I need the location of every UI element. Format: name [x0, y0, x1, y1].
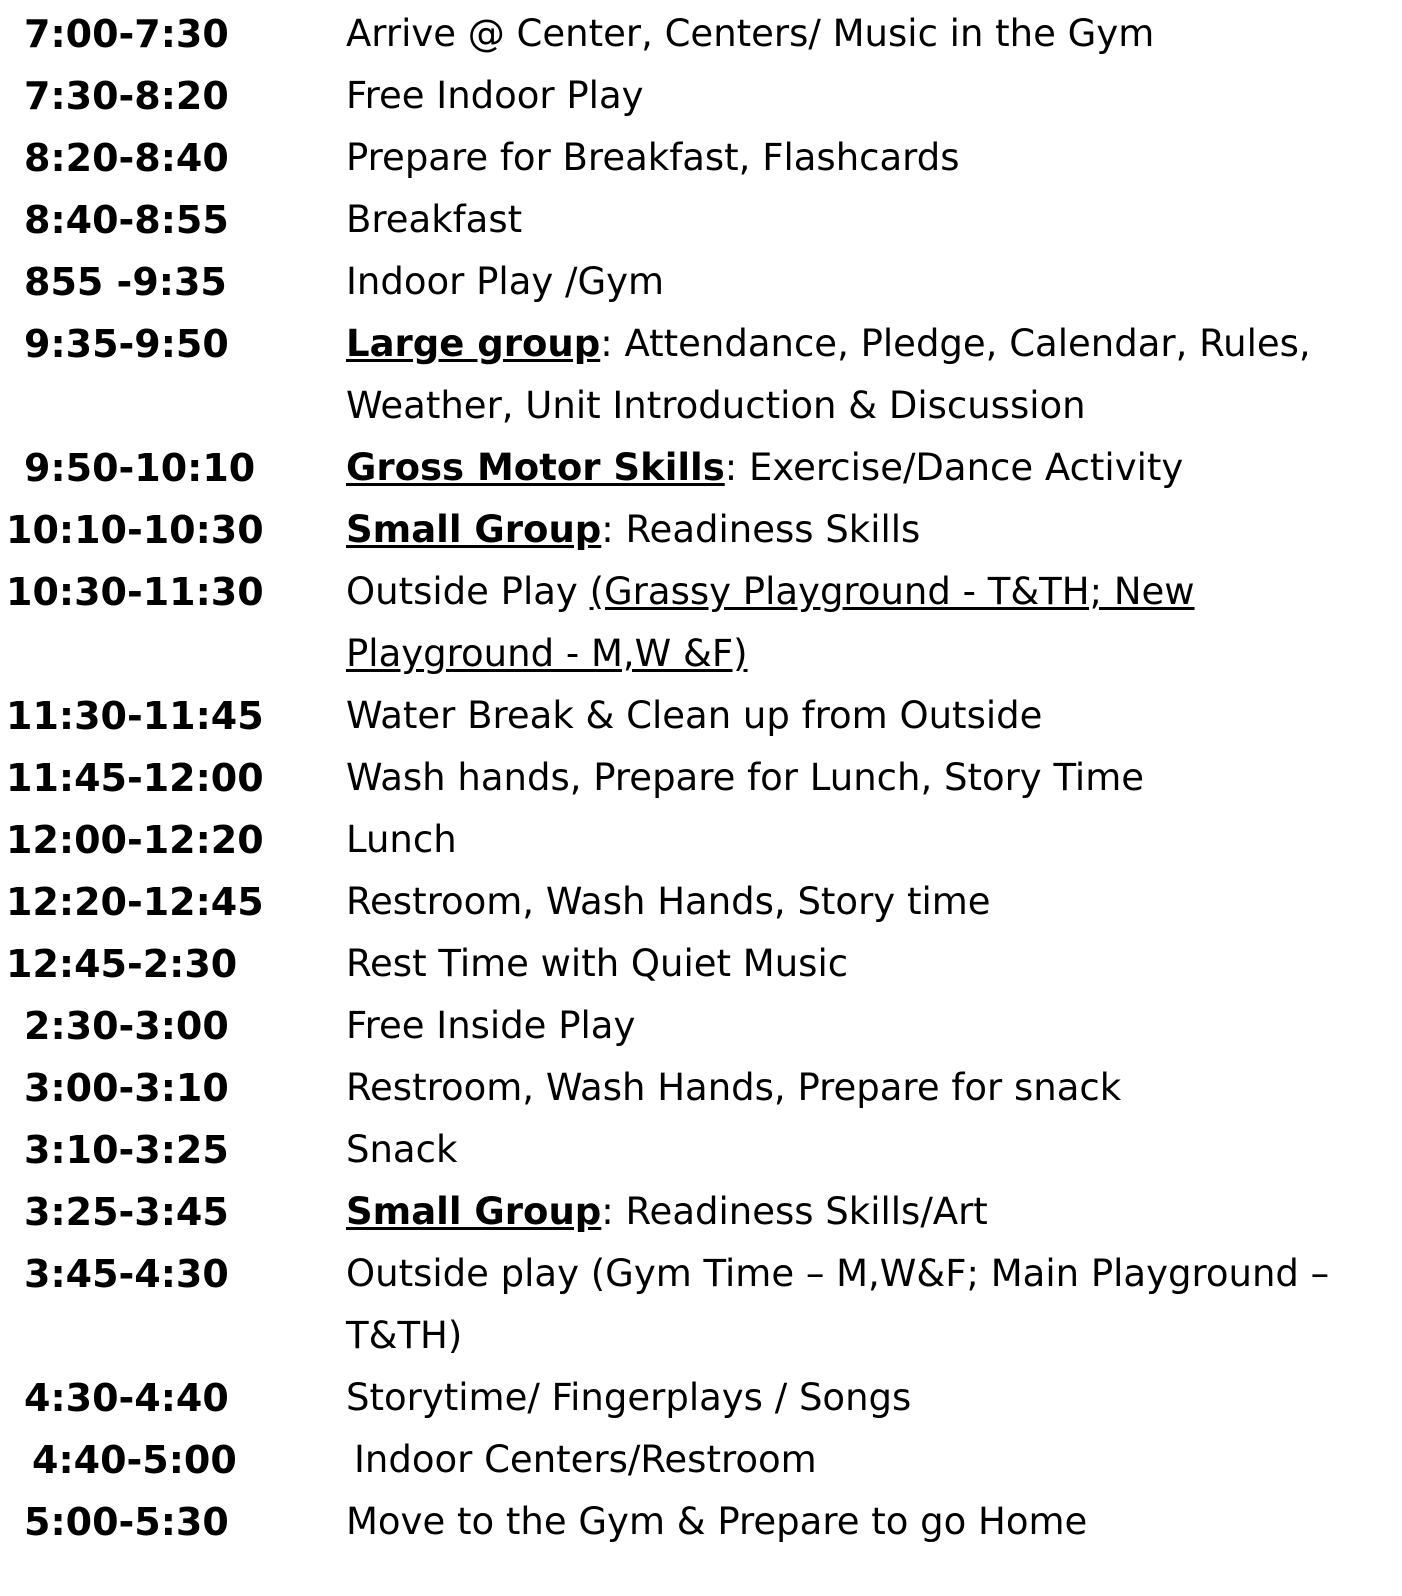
activity-text: Breakfast: [346, 198, 523, 241]
activity-line: [346, 871, 1396, 933]
time-slot: 11:45-12:00: [6, 756, 264, 800]
schedule-row: [0, 251, 1402, 313]
schedule-row: [0, 313, 1402, 437]
schedule-row: [0, 499, 1402, 561]
schedule-row: [0, 1491, 1402, 1553]
activity-text: Water Break & Clean up from Outside: [346, 694, 1043, 737]
activity-text: Lunch: [346, 818, 457, 861]
schedule-row: [0, 747, 1402, 809]
time-slot: 3:45-4:30: [24, 1252, 229, 1296]
activity-line: [346, 313, 1396, 375]
activity-text: T&TH): [346, 1314, 463, 1357]
activity-text: Wash hands, Prepare for Lunch, Story Time: [346, 756, 1145, 799]
activity-text: : Readiness Skills: [601, 508, 921, 551]
activity-text: Outside Play: [346, 570, 590, 613]
schedule-row: [0, 561, 1402, 685]
activity-location-note: (Grassy Playground - T&TH; New: [589, 570, 1195, 613]
schedule-row: [0, 189, 1402, 251]
activity-line: [346, 747, 1396, 809]
activity-text: Weather, Unit Introduction & Discussion: [346, 384, 1086, 427]
time-slot: 12:45-2:30: [6, 942, 238, 986]
schedule-row: [0, 127, 1402, 189]
activity-line: [346, 1119, 1396, 1181]
activity-line: [346, 1429, 1402, 1491]
time-slot: 4:40-5:00: [32, 1438, 237, 1482]
time-slot: 11:30-11:45: [6, 694, 264, 738]
activity-line: [346, 437, 1396, 499]
activity-text: Free Indoor Play: [346, 74, 644, 117]
time-slot: 12:20-12:45: [6, 880, 264, 924]
activity-label: Small Group: [346, 1190, 602, 1233]
time-slot: 2:30-3:00: [24, 1004, 229, 1048]
schedule-row: [0, 1429, 1402, 1491]
activity-text: : Exercise/Dance Activity: [724, 446, 1184, 489]
time-slot: 9:50-10:10: [24, 446, 256, 490]
schedule-row: [0, 995, 1402, 1057]
time-slot: 3:00-3:10: [24, 1066, 229, 1110]
time-slot: 5:00-5:30: [24, 1500, 229, 1544]
activity-label: Small Group: [346, 508, 602, 551]
time-slot: 7:00-7:30: [24, 12, 229, 56]
schedule-row: [0, 3, 1402, 65]
activity-text: Indoor Centers/Restroom: [354, 1438, 817, 1481]
activity-line: [346, 1181, 1396, 1243]
activity-line: [346, 1367, 1396, 1429]
activity-line: [346, 1057, 1396, 1119]
schedule-row: [0, 809, 1402, 871]
activity-text: Move to the Gym & Prepare to go Home: [346, 1500, 1088, 1543]
schedule-row: [0, 65, 1402, 127]
time-slot: 855 -9:35: [24, 260, 227, 304]
activity-text: Rest Time with Quiet Music: [346, 942, 849, 985]
time-slot: 3:25-3:45: [24, 1190, 229, 1234]
activity-line: [346, 499, 1396, 561]
schedule-row: [0, 1367, 1402, 1429]
activity-line: [346, 127, 1396, 189]
activity-label: Large group: [346, 322, 601, 365]
schedule-row: [0, 1181, 1402, 1243]
time-slot: 10:30-11:30: [6, 570, 264, 614]
activity-line: [346, 1491, 1396, 1553]
activity-line: [346, 1243, 1396, 1305]
time-slot: 3:10-3:25: [24, 1128, 229, 1172]
time-slot: 12:00-12:20: [6, 818, 264, 862]
activity-text: Restroom, Wash Hands, Prepare for snack: [346, 1066, 1122, 1109]
activity-line: [346, 3, 1396, 65]
activity-line: [346, 995, 1396, 1057]
schedule-row: [0, 437, 1402, 499]
activity-text: Free Inside Play: [346, 1004, 636, 1047]
schedule-row: [0, 1119, 1402, 1181]
activity-line: [346, 65, 1396, 127]
time-slot: 4:30-4:40: [24, 1376, 229, 1420]
activity-text: : Readiness Skills/Art: [601, 1190, 988, 1233]
activity-text: Indoor Play /Gym: [346, 260, 665, 303]
schedule-row: [0, 1243, 1402, 1367]
activity-text: Snack: [346, 1128, 458, 1171]
time-slot: 8:40-8:55: [24, 198, 229, 242]
activity-text: Storytime/ Fingerplays / Songs: [346, 1376, 912, 1419]
activity-text: Arrive @ Center, Centers/ Music in the Gym: [346, 12, 1155, 55]
activity-line: [346, 189, 1396, 251]
schedule-row: [0, 933, 1402, 995]
activity-text: Restroom, Wash Hands, Story time: [346, 880, 991, 923]
activity-label: Gross Motor Skills: [346, 446, 725, 489]
activity-line: [346, 933, 1396, 995]
activity-line: [346, 375, 1396, 437]
activity-text: Prepare for Breakfast, Flashcards: [346, 136, 960, 179]
activity-location-note: Playground - M,W &F): [346, 632, 748, 675]
activity-line: [346, 1305, 1396, 1367]
time-slot: 10:10-10:30: [6, 508, 264, 552]
schedule-row: [0, 685, 1402, 747]
time-slot: 9:35-9:50: [24, 322, 229, 366]
activity-line: [346, 685, 1396, 747]
activity-line: [346, 809, 1396, 871]
schedule-row: [0, 871, 1402, 933]
schedule-row: [0, 1057, 1402, 1119]
activity-line: [346, 623, 1396, 685]
activity-line: [346, 251, 1396, 313]
activity-line: [346, 561, 1396, 623]
time-slot: 8:20-8:40: [24, 136, 229, 180]
activity-text: Outside play (Gym Time – M,W&F; Main Playground –: [346, 1252, 1330, 1295]
activity-text: : Attendance, Pledge, Calendar, Rules,: [600, 322, 1311, 365]
time-slot: 7:30-8:20: [24, 74, 229, 118]
